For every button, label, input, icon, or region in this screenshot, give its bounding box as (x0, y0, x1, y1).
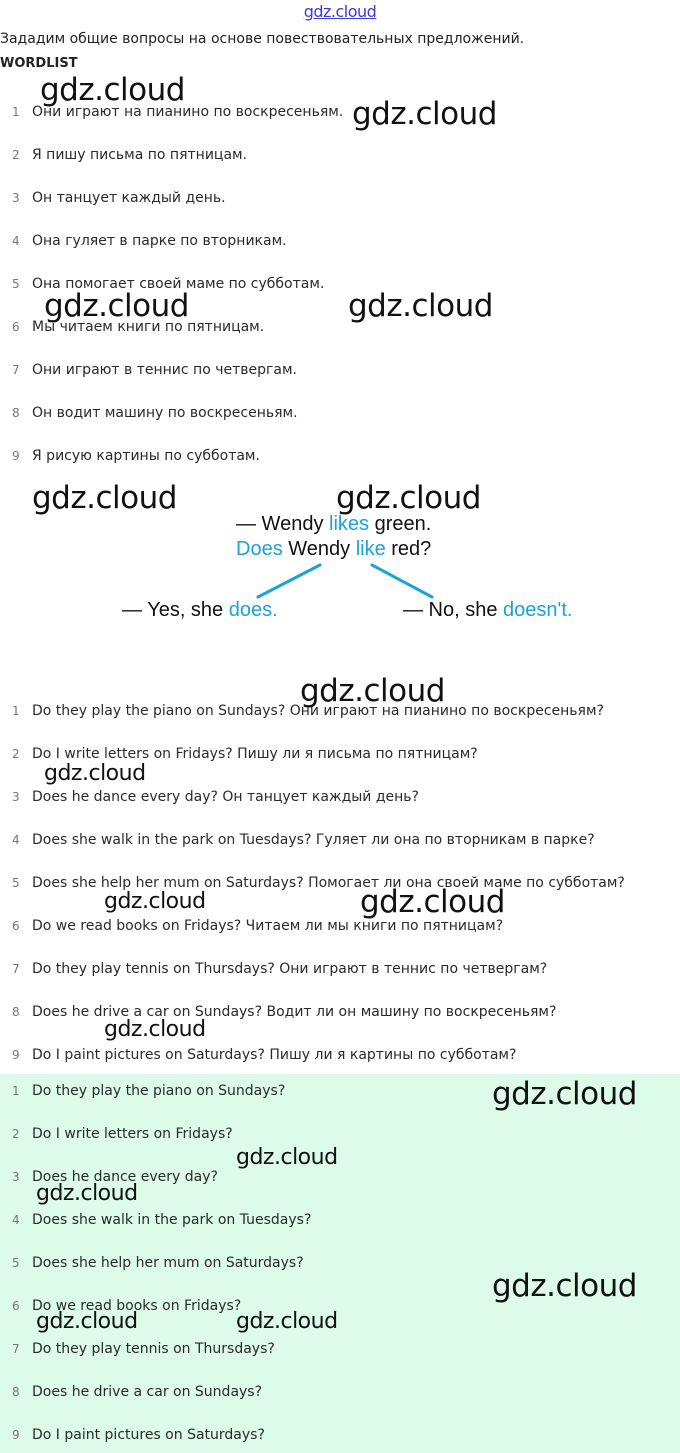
item-number: 3 (12, 191, 20, 205)
example-text: green. (369, 513, 432, 535)
example-text: — Yes, she (122, 599, 229, 621)
example-text: — Wendy (236, 513, 329, 535)
item-text: Do they play the piano on Sundays? (32, 1083, 286, 1099)
item-text: Do I paint pictures on Saturdays? Пишу ли я картины по субботам? (32, 1047, 517, 1063)
item-number: 6 (12, 320, 20, 334)
watermark: gdz.cloud (44, 761, 146, 786)
watermark: gdz.cloud (492, 1076, 637, 1112)
item-text: Я пишу письма по пятницам. (32, 147, 248, 163)
example-text: red? (385, 538, 432, 560)
item-number: 6 (12, 919, 20, 933)
item-text: Она гуляет в парке по вторникам. (32, 233, 287, 249)
watermark: gdz.cloud (352, 96, 497, 132)
item-text: Он водит машину по воскресеньям. (32, 405, 298, 421)
item-number: 9 (12, 449, 20, 463)
item-text: Do they play tennis on Thursdays? Они играют в теннис по четвергам? (32, 961, 548, 977)
item-number: 3 (12, 790, 20, 804)
watermark: gdz.cloud (36, 1309, 138, 1334)
item-number: 4 (12, 833, 20, 847)
example-highlight: like (355, 538, 386, 560)
example-highlight: does. (228, 599, 278, 621)
item-number: 5 (12, 876, 20, 890)
example-text: — No, she (403, 599, 504, 621)
item-number: 1 (12, 1084, 20, 1098)
item-text: Мы читаем книги по пятницам. (32, 319, 265, 335)
item-text: Do I paint pictures on Saturdays? (32, 1427, 265, 1443)
item-text: Do we read books on Fridays? (32, 1298, 242, 1314)
watermark: gdz.cloud (348, 288, 493, 324)
item-text: Does she help her mum on Saturdays? Помогает ли она своей маме по субботам? (32, 875, 625, 891)
item-number: 9 (12, 1048, 20, 1062)
watermark: gdz.cloud (104, 1017, 206, 1042)
item-number: 6 (12, 1299, 20, 1313)
example-highlight: likes (329, 513, 370, 535)
site-link[interactable]: gdz.cloud (303, 2, 377, 21)
intro-text: Зададим общие вопросы на основе повествовательных предложений. (0, 31, 525, 47)
item-number: 2 (12, 148, 20, 162)
item-text: Do I write letters on Fridays? (32, 1126, 233, 1142)
item-number: 7 (12, 1342, 20, 1356)
item-text: Does he drive a car on Sundays? Водит ли он машину по воскресеньям? (32, 1004, 557, 1020)
watermark: gdz.cloud (300, 673, 445, 709)
item-text: Do they play the piano on Sundays? Они играют на пианино по воскресеньям? (32, 703, 604, 719)
item-number: 2 (12, 747, 20, 761)
watermark: gdz.cloud (32, 480, 177, 516)
item-text: Does she help her mum on Saturdays? (32, 1255, 304, 1271)
item-text: Я рисую картины по субботам. (32, 448, 260, 464)
item-number: 8 (12, 406, 20, 420)
item-text: Does he dance every day? Он танцует каждый день? (32, 789, 419, 805)
item-number: 3 (12, 1170, 20, 1184)
answer-panel (0, 1074, 680, 1453)
item-number: 5 (12, 1256, 20, 1270)
item-text: Она помогает своей маме по субботам. (32, 276, 325, 292)
example-text: Wendy (282, 538, 356, 560)
example-highlight: doesn't. (503, 599, 573, 621)
item-number: 9 (12, 1428, 20, 1442)
item-number: 7 (12, 363, 20, 377)
item-text: Они играют в теннис по четвергам. (32, 362, 297, 378)
example-yes-answer (122, 599, 278, 622)
watermark: gdz.cloud (360, 884, 505, 920)
example-highlight: Does (236, 538, 283, 560)
watermark: gdz.cloud (104, 889, 206, 914)
item-text: Do we read books on Fridays? Читаем ли мы книги по пятницам? (32, 918, 504, 934)
branch-lines (0, 505, 680, 635)
item-text: Does he dance every day? (32, 1169, 218, 1185)
item-text: Does she walk in the park on Tuesdays? Гуляет ли она по вторникам в парке? (32, 832, 595, 848)
item-number: 8 (12, 1005, 20, 1019)
item-text: Does she walk in the park on Tuesdays? (32, 1212, 312, 1228)
item-text: Do I write letters on Fridays? Пишу ли я письма по пятницам? (32, 746, 478, 762)
item-number: 2 (12, 1127, 20, 1141)
item-text: Они играют на пианино по воскресеньям. (32, 104, 344, 120)
watermark: gdz.cloud (236, 1309, 338, 1334)
item-number: 7 (12, 962, 20, 976)
branch-left-line (258, 565, 320, 597)
watermark: gdz.cloud (492, 1268, 637, 1304)
item-number: 4 (12, 1213, 20, 1227)
watermark: gdz.cloud (40, 72, 185, 108)
watermark: gdz.cloud (36, 1181, 138, 1206)
item-number: 8 (12, 1385, 20, 1399)
item-number: 1 (12, 105, 20, 119)
branch-right-line (372, 565, 432, 597)
item-number: 4 (12, 234, 20, 248)
item-text: Does he drive a car on Sundays? (32, 1384, 263, 1400)
item-text: Do they play tennis on Thursdays? (32, 1341, 275, 1357)
item-number: 5 (12, 277, 20, 291)
grammar-example (0, 505, 680, 635)
wordlist-label: WORDLIST (0, 56, 78, 71)
watermark: gdz.cloud (44, 288, 189, 324)
item-text: Он танцует каждый день. (32, 190, 226, 206)
item-number: 1 (12, 704, 20, 718)
watermark: gdz.cloud (236, 1145, 338, 1170)
example-no-answer (403, 599, 572, 622)
watermark: gdz.cloud (336, 480, 481, 516)
